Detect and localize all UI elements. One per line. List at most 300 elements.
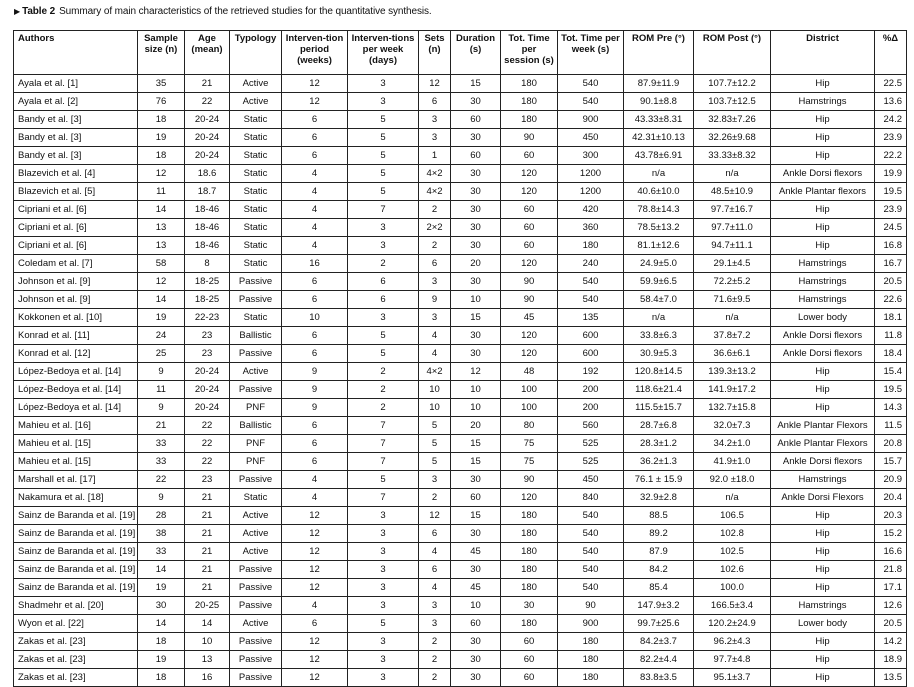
cell-district: Hip <box>771 525 875 543</box>
cell-rom-pre: 147.9±3.2 <box>624 597 694 615</box>
cell-typology: Passive <box>230 381 282 399</box>
cell-duration: 30 <box>451 525 501 543</box>
cell-interventions-per-week: 3 <box>348 237 419 255</box>
header-time-per-session: Tot. Time per session (s) <box>501 31 558 75</box>
cell-sample-size: 11 <box>138 183 185 201</box>
cell-duration: 30 <box>451 165 501 183</box>
cell-duration: 45 <box>451 579 501 597</box>
cell-age: 22-23 <box>185 309 230 327</box>
cell-age: 22 <box>185 417 230 435</box>
cell-rom-pre: 78.8±14.3 <box>624 201 694 219</box>
cell-sets: 10 <box>419 381 451 399</box>
cell-district: Hamstrings <box>771 273 875 291</box>
cell-rom-pre: 90.1±8.8 <box>624 93 694 111</box>
studies-table <box>13 30 907 687</box>
cell-rom-pre: 87.9 <box>624 543 694 561</box>
cell-age: 20-24 <box>185 381 230 399</box>
cell-sample-size: 58 <box>138 255 185 273</box>
cell-intervention-period: 9 <box>282 381 348 399</box>
header-percent-delta: %Δ <box>875 31 907 75</box>
cell-time-per-session: 120 <box>501 345 558 363</box>
cell-time-per-session: 180 <box>501 579 558 597</box>
cell-sets: 3 <box>419 111 451 129</box>
cell-rom-post: 33.33±8.32 <box>694 147 771 165</box>
cell-sample-size: 12 <box>138 273 185 291</box>
cell-authors: Marshall et al. [17] <box>14 471 138 489</box>
cell-typology: Passive <box>230 345 282 363</box>
cell-duration: 30 <box>451 237 501 255</box>
cell-rom-pre: 82.2±4.4 <box>624 651 694 669</box>
cell-time-per-week: 525 <box>558 453 624 471</box>
cell-sample-size: 18 <box>138 633 185 651</box>
cell-percent-delta: 12.6 <box>875 597 907 615</box>
cell-authors: Bandy et al. [3] <box>14 111 138 129</box>
header-time-per-week: Tot. Time per week (s) <box>558 31 624 75</box>
cell-percent-delta: 16.8 <box>875 237 907 255</box>
cell-time-per-week: 900 <box>558 615 624 633</box>
cell-authors: Konrad et al. [11] <box>14 327 138 345</box>
cell-typology: PNF <box>230 435 282 453</box>
cell-duration: 60 <box>451 147 501 165</box>
cell-duration: 10 <box>451 291 501 309</box>
cell-authors: Cipriani et al. [6] <box>14 201 138 219</box>
table-row <box>14 381 907 399</box>
cell-sample-size: 28 <box>138 507 185 525</box>
cell-duration: 60 <box>451 489 501 507</box>
cell-time-per-session: 180 <box>501 111 558 129</box>
cell-percent-delta: 20.5 <box>875 615 907 633</box>
cell-interventions-per-week: 3 <box>348 633 419 651</box>
table-row <box>14 435 907 453</box>
cell-typology: Static <box>230 489 282 507</box>
cell-percent-delta: 19.5 <box>875 381 907 399</box>
cell-time-per-session: 90 <box>501 273 558 291</box>
cell-time-per-session: 60 <box>501 669 558 687</box>
cell-rom-post: 48.5±10.9 <box>694 183 771 201</box>
cell-interventions-per-week: 3 <box>348 525 419 543</box>
table-row <box>14 525 907 543</box>
cell-sample-size: 18 <box>138 147 185 165</box>
cell-authors: López-Bedoya et al. [14] <box>14 363 138 381</box>
header-district: District <box>771 31 875 75</box>
cell-age: 22 <box>185 453 230 471</box>
cell-interventions-per-week: 2 <box>348 255 419 273</box>
cell-sets: 12 <box>419 75 451 93</box>
cell-percent-delta: 14.3 <box>875 399 907 417</box>
cell-sample-size: 33 <box>138 543 185 561</box>
cell-district: Hamstrings <box>771 255 875 273</box>
cell-percent-delta: 20.5 <box>875 273 907 291</box>
cell-intervention-period: 4 <box>282 237 348 255</box>
cell-authors: Zakas et al. [23] <box>14 633 138 651</box>
cell-intervention-period: 4 <box>282 489 348 507</box>
table-caption <box>14 6 432 17</box>
cell-time-per-session: 60 <box>501 237 558 255</box>
cell-interventions-per-week: 5 <box>348 129 419 147</box>
cell-percent-delta: 23.9 <box>875 129 907 147</box>
table-row <box>14 309 907 327</box>
cell-time-per-session: 30 <box>501 597 558 615</box>
cell-district: Hip <box>771 651 875 669</box>
cell-intervention-period: 6 <box>282 453 348 471</box>
cell-percent-delta: 15.4 <box>875 363 907 381</box>
cell-authors: López-Bedoya et al. [14] <box>14 381 138 399</box>
cell-rom-post: 100.0 <box>694 579 771 597</box>
cell-time-per-session: 80 <box>501 417 558 435</box>
cell-typology: Active <box>230 507 282 525</box>
cell-authors: Sainz de Baranda et al. [19] <box>14 579 138 597</box>
cell-typology: PNF <box>230 453 282 471</box>
cell-time-per-week: 180 <box>558 633 624 651</box>
cell-percent-delta: 18.1 <box>875 309 907 327</box>
cell-typology: Ballistic <box>230 327 282 345</box>
cell-rom-post: 41.9±1.0 <box>694 453 771 471</box>
cell-duration: 30 <box>451 273 501 291</box>
cell-interventions-per-week: 5 <box>348 183 419 201</box>
cell-typology: Active <box>230 75 282 93</box>
cell-district: Hip <box>771 219 875 237</box>
cell-rom-pre: 84.2 <box>624 561 694 579</box>
cell-time-per-session: 60 <box>501 201 558 219</box>
cell-rom-post: 29.1±4.5 <box>694 255 771 273</box>
cell-duration: 30 <box>451 345 501 363</box>
cell-intervention-period: 12 <box>282 525 348 543</box>
cell-percent-delta: 16.6 <box>875 543 907 561</box>
cell-sample-size: 30 <box>138 597 185 615</box>
cell-sets: 3 <box>419 129 451 147</box>
cell-age: 10 <box>185 633 230 651</box>
cell-district: Lower body <box>771 309 875 327</box>
cell-sets: 4 <box>419 345 451 363</box>
cell-sample-size: 19 <box>138 579 185 597</box>
cell-intervention-period: 4 <box>282 471 348 489</box>
cell-rom-post: 166.5±3.4 <box>694 597 771 615</box>
cell-intervention-period: 6 <box>282 147 348 165</box>
cell-sets: 2 <box>419 669 451 687</box>
cell-rom-post: 97.7±4.8 <box>694 651 771 669</box>
cell-interventions-per-week: 3 <box>348 75 419 93</box>
cell-age: 23 <box>185 471 230 489</box>
cell-interventions-per-week: 3 <box>348 507 419 525</box>
cell-intervention-period: 12 <box>282 633 348 651</box>
cell-typology: PNF <box>230 399 282 417</box>
cell-rom-post: 96.2±4.3 <box>694 633 771 651</box>
cell-percent-delta: 17.1 <box>875 579 907 597</box>
cell-typology: Passive <box>230 579 282 597</box>
cell-percent-delta: 15.7 <box>875 453 907 471</box>
cell-typology: Static <box>230 219 282 237</box>
cell-sample-size: 9 <box>138 399 185 417</box>
cell-time-per-week: 240 <box>558 255 624 273</box>
cell-rom-post: 92.0 ±18.0 <box>694 471 771 489</box>
cell-time-per-week: 450 <box>558 471 624 489</box>
table-row <box>14 543 907 561</box>
cell-typology: Active <box>230 543 282 561</box>
cell-district: Hip <box>771 75 875 93</box>
cell-interventions-per-week: 2 <box>348 363 419 381</box>
cell-authors: Mahieu et al. [16] <box>14 417 138 435</box>
cell-time-per-week: 900 <box>558 111 624 129</box>
table-row <box>14 417 907 435</box>
cell-authors: Johnson et al. [9] <box>14 291 138 309</box>
cell-authors: Sainz de Baranda et al. [19] <box>14 507 138 525</box>
cell-intervention-period: 6 <box>282 417 348 435</box>
cell-sample-size: 19 <box>138 129 185 147</box>
cell-interventions-per-week: 2 <box>348 381 419 399</box>
table-row <box>14 561 907 579</box>
cell-typology: Active <box>230 525 282 543</box>
cell-district: Ankle Plantar Flexors <box>771 417 875 435</box>
cell-time-per-session: 120 <box>501 327 558 345</box>
cell-typology: Ballistic <box>230 417 282 435</box>
cell-sample-size: 9 <box>138 363 185 381</box>
cell-typology: Static <box>230 309 282 327</box>
cell-duration: 20 <box>451 417 501 435</box>
cell-interventions-per-week: 6 <box>348 291 419 309</box>
cell-sets: 5 <box>419 417 451 435</box>
cell-sets: 4 <box>419 543 451 561</box>
cell-time-per-session: 120 <box>501 255 558 273</box>
cell-intervention-period: 12 <box>282 651 348 669</box>
cell-rom-pre: 87.9±11.9 <box>624 75 694 93</box>
header-row <box>14 31 907 75</box>
cell-rom-pre: 28.3±1.2 <box>624 435 694 453</box>
cell-rom-post: 32.83±7.26 <box>694 111 771 129</box>
cell-interventions-per-week: 2 <box>348 399 419 417</box>
cell-age: 20-24 <box>185 147 230 165</box>
header-sample-size: Sample size (n) <box>138 31 185 75</box>
cell-duration: 30 <box>451 129 501 147</box>
cell-percent-delta: 22.5 <box>875 75 907 93</box>
cell-percent-delta: 13.5 <box>875 669 907 687</box>
cell-time-per-week: 450 <box>558 129 624 147</box>
cell-sample-size: 33 <box>138 453 185 471</box>
cell-time-per-session: 120 <box>501 183 558 201</box>
cell-typology: Passive <box>230 597 282 615</box>
cell-interventions-per-week: 7 <box>348 417 419 435</box>
cell-district: Ankle Dorsi Flexors <box>771 489 875 507</box>
cell-percent-delta: 22.2 <box>875 147 907 165</box>
cell-rom-pre: 28.7±6.8 <box>624 417 694 435</box>
cell-rom-post: 102.5 <box>694 543 771 561</box>
cell-rom-post: 102.6 <box>694 561 771 579</box>
cell-age: 20-24 <box>185 129 230 147</box>
cell-district: Hip <box>771 399 875 417</box>
cell-interventions-per-week: 7 <box>348 435 419 453</box>
table-row <box>14 93 907 111</box>
cell-rom-pre: 99.7±25.6 <box>624 615 694 633</box>
cell-duration: 15 <box>451 75 501 93</box>
cell-sample-size: 9 <box>138 489 185 507</box>
cell-age: 13 <box>185 651 230 669</box>
cell-duration: 15 <box>451 507 501 525</box>
table-row <box>14 633 907 651</box>
cell-authors: Cipriani et al. [6] <box>14 219 138 237</box>
cell-interventions-per-week: 3 <box>348 93 419 111</box>
cell-duration: 30 <box>451 471 501 489</box>
cell-age: 21 <box>185 507 230 525</box>
cell-sets: 2×2 <box>419 219 451 237</box>
cell-age: 18-25 <box>185 273 230 291</box>
cell-district: Hamstrings <box>771 471 875 489</box>
cell-typology: Static <box>230 111 282 129</box>
cell-typology: Static <box>230 255 282 273</box>
cell-rom-post: 34.2±1.0 <box>694 435 771 453</box>
cell-typology: Passive <box>230 633 282 651</box>
cell-interventions-per-week: 3 <box>348 597 419 615</box>
cell-time-per-session: 180 <box>501 561 558 579</box>
cell-intervention-period: 16 <box>282 255 348 273</box>
cell-intervention-period: 10 <box>282 309 348 327</box>
cell-sets: 2 <box>419 633 451 651</box>
cell-age: 20-24 <box>185 399 230 417</box>
cell-duration: 10 <box>451 381 501 399</box>
cell-duration: 30 <box>451 201 501 219</box>
cell-percent-delta: 24.2 <box>875 111 907 129</box>
table-row <box>14 489 907 507</box>
cell-sample-size: 35 <box>138 75 185 93</box>
cell-district: Hip <box>771 579 875 597</box>
cell-time-per-week: 360 <box>558 219 624 237</box>
cell-sets: 9 <box>419 291 451 309</box>
cell-rom-post: 95.1±3.7 <box>694 669 771 687</box>
cell-rom-post: 72.2±5.2 <box>694 273 771 291</box>
cell-rom-pre: 40.6±10.0 <box>624 183 694 201</box>
cell-percent-delta: 24.5 <box>875 219 907 237</box>
cell-time-per-week: 180 <box>558 237 624 255</box>
cell-time-per-session: 180 <box>501 93 558 111</box>
cell-duration: 30 <box>451 633 501 651</box>
cell-rom-pre: 118.6±21.4 <box>624 381 694 399</box>
cell-authors: Nakamura et al. [18] <box>14 489 138 507</box>
cell-intervention-period: 6 <box>282 273 348 291</box>
table-row <box>14 669 907 687</box>
cell-authors: Bandy et al. [3] <box>14 147 138 165</box>
cell-duration: 15 <box>451 309 501 327</box>
cell-district: Ankle Plantar Flexors <box>771 435 875 453</box>
cell-rom-pre: n/a <box>624 165 694 183</box>
cell-interventions-per-week: 3 <box>348 543 419 561</box>
cell-duration: 30 <box>451 561 501 579</box>
cell-age: 18.7 <box>185 183 230 201</box>
cell-district: Hip <box>771 633 875 651</box>
cell-district: Lower body <box>771 615 875 633</box>
cell-intervention-period: 12 <box>282 669 348 687</box>
cell-duration: 60 <box>451 615 501 633</box>
header-duration: Duration (s) <box>451 31 501 75</box>
table-row <box>14 111 907 129</box>
cell-sets: 4 <box>419 579 451 597</box>
cell-age: 20-24 <box>185 111 230 129</box>
cell-district: Hamstrings <box>771 291 875 309</box>
cell-age: 23 <box>185 345 230 363</box>
cell-percent-delta: 22.6 <box>875 291 907 309</box>
cell-duration: 30 <box>451 327 501 345</box>
cell-district: Hip <box>771 201 875 219</box>
cell-authors: Ayala et al. [2] <box>14 93 138 111</box>
cell-authors: Zakas et al. [23] <box>14 669 138 687</box>
table-row <box>14 183 907 201</box>
cell-authors: Blazevich et al. [4] <box>14 165 138 183</box>
cell-time-per-session: 60 <box>501 219 558 237</box>
cell-duration: 10 <box>451 597 501 615</box>
cell-time-per-week: 180 <box>558 669 624 687</box>
cell-rom-pre: 43.33±8.31 <box>624 111 694 129</box>
cell-typology: Passive <box>230 471 282 489</box>
cell-percent-delta: 11.8 <box>875 327 907 345</box>
cell-time-per-session: 180 <box>501 525 558 543</box>
cell-time-per-session: 100 <box>501 399 558 417</box>
cell-duration: 10 <box>451 399 501 417</box>
cell-interventions-per-week: 5 <box>348 471 419 489</box>
cell-intervention-period: 4 <box>282 165 348 183</box>
cell-time-per-week: 540 <box>558 273 624 291</box>
table-row <box>14 579 907 597</box>
cell-percent-delta: 13.6 <box>875 93 907 111</box>
cell-authors: Blazevich et al. [5] <box>14 183 138 201</box>
cell-time-per-week: 300 <box>558 147 624 165</box>
cell-typology: Passive <box>230 273 282 291</box>
cell-sample-size: 13 <box>138 219 185 237</box>
cell-intervention-period: 12 <box>282 561 348 579</box>
cell-sample-size: 13 <box>138 237 185 255</box>
table-body <box>14 75 907 687</box>
cell-age: 21 <box>185 579 230 597</box>
cell-time-per-week: 540 <box>558 75 624 93</box>
cell-rom-pre: 88.5 <box>624 507 694 525</box>
cell-authors: Mahieu et al. [15] <box>14 435 138 453</box>
cell-interventions-per-week: 5 <box>348 345 419 363</box>
header-rom-pre: ROM Pre (°) <box>624 31 694 75</box>
cell-interventions-per-week: 5 <box>348 147 419 165</box>
cell-sets: 2 <box>419 489 451 507</box>
cell-time-per-session: 60 <box>501 147 558 165</box>
table-row <box>14 255 907 273</box>
cell-time-per-session: 90 <box>501 471 558 489</box>
header-intervention-period: Interven-tion period (weeks) <box>282 31 348 75</box>
cell-intervention-period: 6 <box>282 111 348 129</box>
cell-percent-delta: 18.9 <box>875 651 907 669</box>
table-row <box>14 399 907 417</box>
cell-authors: Sainz de Baranda et al. [19] <box>14 525 138 543</box>
cell-rom-pre: 42.31±10.13 <box>624 129 694 147</box>
table-row <box>14 273 907 291</box>
cell-authors: Johnson et al. [9] <box>14 273 138 291</box>
cell-district: Ankle Plantar flexors <box>771 183 875 201</box>
cell-sets: 2 <box>419 237 451 255</box>
table-row <box>14 219 907 237</box>
cell-age: 20-25 <box>185 597 230 615</box>
cell-rom-post: 97.7±16.7 <box>694 201 771 219</box>
cell-time-per-week: 420 <box>558 201 624 219</box>
cell-district: Hip <box>771 543 875 561</box>
cell-duration: 30 <box>451 93 501 111</box>
cell-sample-size: 11 <box>138 381 185 399</box>
cell-time-per-session: 75 <box>501 453 558 471</box>
cell-authors: Ayala et al. [1] <box>14 75 138 93</box>
cell-age: 14 <box>185 615 230 633</box>
cell-rom-post: 32.26±9.68 <box>694 129 771 147</box>
cell-district: Hip <box>771 363 875 381</box>
cell-district: Hip <box>771 147 875 165</box>
cell-rom-pre: 58.4±7.0 <box>624 291 694 309</box>
cell-sets: 3 <box>419 597 451 615</box>
cell-typology: Static <box>230 147 282 165</box>
cell-rom-pre: 32.9±2.8 <box>624 489 694 507</box>
table-row <box>14 237 907 255</box>
cell-intervention-period: 6 <box>282 345 348 363</box>
cell-percent-delta: 11.5 <box>875 417 907 435</box>
